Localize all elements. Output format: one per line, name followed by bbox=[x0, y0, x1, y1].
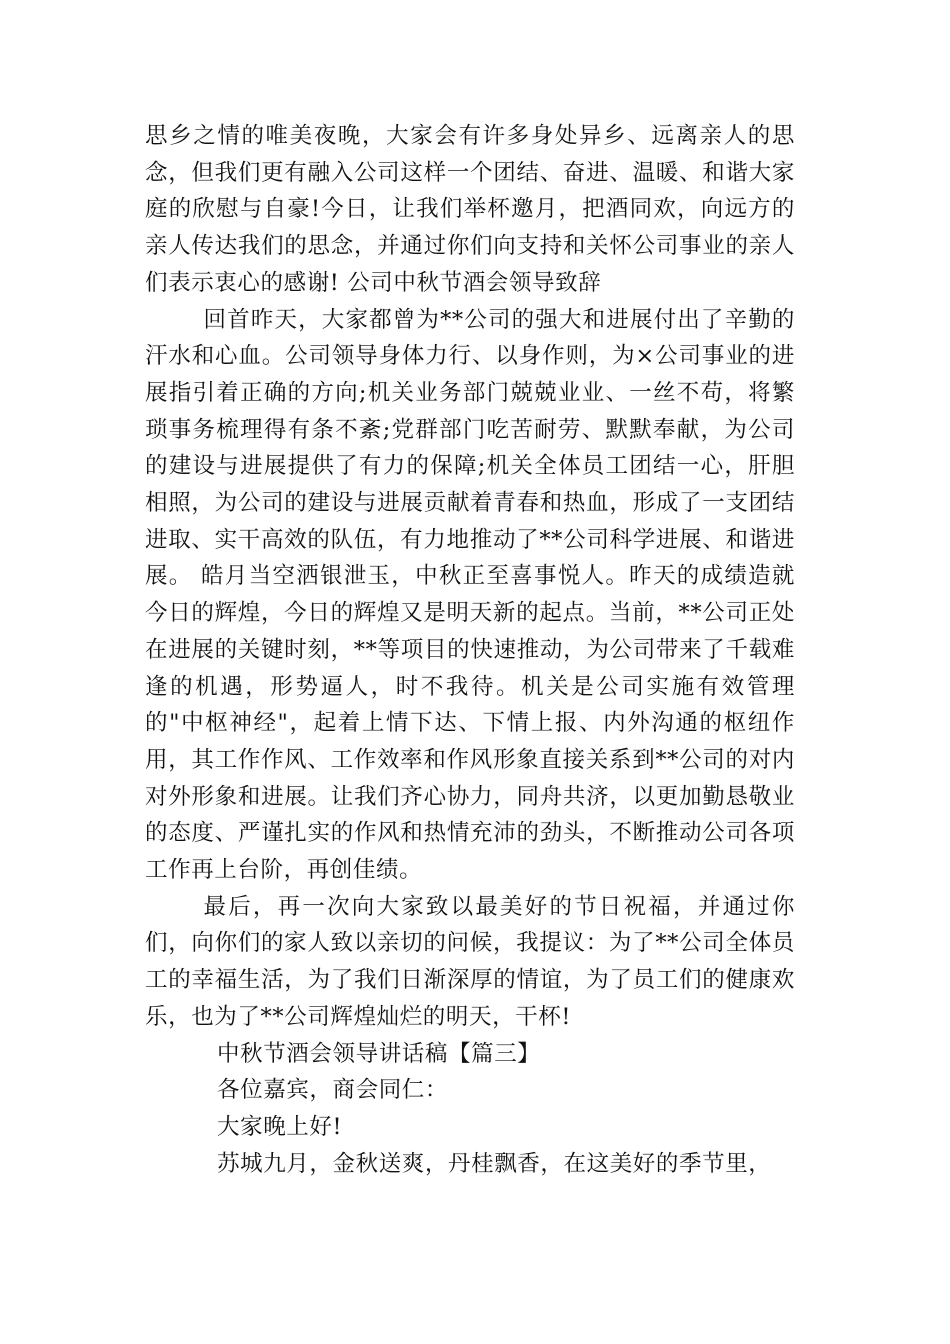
greeting: 大家晚上好! bbox=[217, 1113, 343, 1140]
section-heading: 中秋节酒会领导讲话稿【篇三】 bbox=[217, 1040, 541, 1067]
paragraph-1: 思乡之情的唯美夜晚，大家会有许多身处异乡、远离亲人的思念，但我们更有融入公司这样一个团结、奋进、温暖、和谐大家庭的欣慰与自豪!今日，让我们举杯邀月，把酒同欢，向远方的亲人传达我们的思念，并通过你们向支持和关怀公司事业的亲人们表示衷心的感谢! 公司中秋节酒会领导致辞 bbox=[145, 123, 795, 296]
paragraph-2: 回首昨天，大家都曾为**公司的强大和进展付出了辛勤的汗水和心血。公司领导身体力行、以身作则，为×公司事业的进展指引着正确的方向;机关业务部门兢兢业业、一丝不苟，将繁琐事务梳理得有条不紊;党群部门吃苦耐劳、默默奉献，为公司的建设与进展提供了有力的保障;机关全体员工团结一心，肝胆相照，为公司的建设与进展贡献着青春和热血，形成了一支团结进取、实干高效的队伍，有力地推动了**公司科学进展、和谐进展。 皓月当空洒银泄玉，中秋正至喜事悦人。昨天的成绩造就今日的辉煌，今日的辉煌又是明天新的起点。当前，**公司正处在进展的关键时刻，**等项目的快速推动，为公司带来了千载难逢的机遇，形势逼人，时不我待。机关是公司实施有效管理的"中枢神经"，起着上情下达、下情上报、内外沟通的枢纽作用，其工作作风、工作效率和作风形象直接关系到**公司的对内对外形象和进展。让我们齐心协力，同舟共济，以更加勤恳敬业的态度、严谨扎实的作风和热情充沛的劲头，不断推动公司各项工作再上台阶，再创佳绩。 bbox=[145, 306, 795, 884]
paragraph-4-start: 苏城九月，金秋送爽，丹桂飘香，在这美好的季节里， bbox=[217, 1150, 772, 1177]
document-body bbox=[145, 118, 795, 1182]
paragraph-3: 最后，再一次向大家致以最美好的节日祝福，并通过你们，向你们的家人致以亲切的问候，我提议：为了**公司全体员工的幸福生活，为了我们日渐深厚的情谊，为了员工们的健康欢乐，也为了**公司辉煌灿烂的明天，干杯! bbox=[145, 893, 795, 1030]
salutation: 各位嘉宾，商会同仁： bbox=[217, 1077, 449, 1104]
